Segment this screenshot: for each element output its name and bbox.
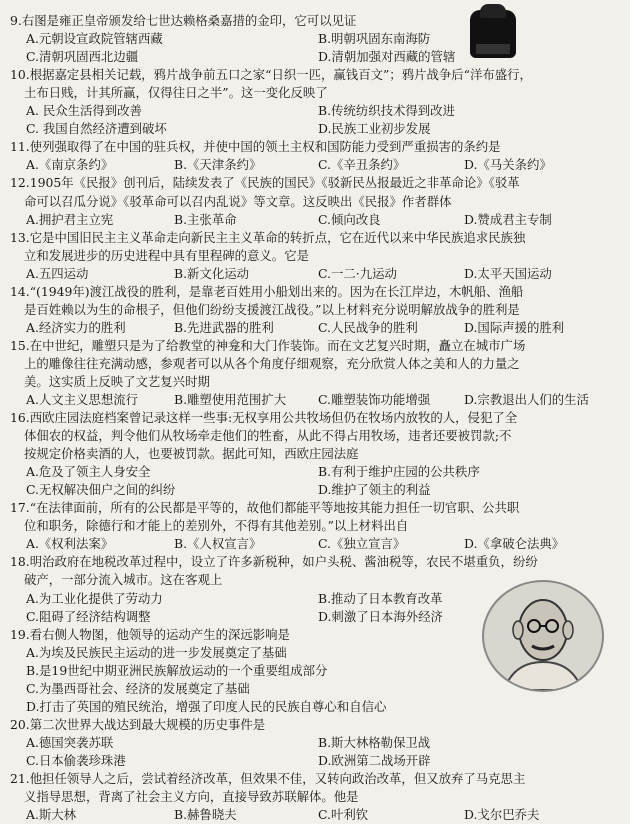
q10-option-c[interactable]: C. 我国自然经济遭到破坏 (26, 121, 167, 137)
q18-option-c[interactable]: C.阻碍了经济结构调整 (26, 608, 151, 624)
q11-stem: 11.使列强取得了在中国的驻兵权，并使中国的领土主权和国防能力受到严重损害的条约是 (10, 139, 501, 155)
q15-option-c[interactable]: C.雕塑装饰功能增强 (318, 392, 431, 407)
q16-option-a[interactable]: A.危及了领主人身安全 (26, 464, 151, 480)
q13-stem-line2: 立和发展进步的历史进程中具有里程碑的意义。它是 (24, 247, 309, 263)
q10-option-b[interactable]: B.传统纺织技术得到改进 (318, 103, 455, 119)
q16-option-c[interactable]: C.无权解决佃户之间的纠纷 (26, 482, 176, 498)
q19-option-c[interactable]: C.为墨西哥社会、经济的发展奠定了基础 (26, 680, 250, 696)
q9-option-a[interactable]: A.元朝设宣政院管辖西藏 (26, 31, 163, 46)
q16-options-row1 (26, 463, 616, 481)
q12-stem-line2: 命可以召瓜分说》《驳革命可以召内乱说》等文章。这反映出《民报》作者群体 (24, 193, 452, 209)
q11-option-a[interactable]: A.《南京条约》 (26, 157, 114, 173)
q18-option-d[interactable]: D.刺激了日本海外经济 (318, 608, 443, 624)
q16-options-row2 (26, 481, 616, 499)
q20-option-d[interactable]: D.欧洲第二战场开辟 (318, 752, 431, 768)
q15-stem-line1: 15.在中世纪，雕塑只是为了给教堂的神龛和大门作装饰。而在文艺复兴时期，矗立在城市广场 (10, 337, 526, 353)
q17-options (26, 535, 616, 553)
q14-stem-line2: 是百姓赖以为生的命根子，但他们纷纷支援渡江战役。”以上材料充分说明解放战争的胜利是 (24, 301, 520, 317)
q15-stem-line3: 美。这实质上反映了文艺复兴时期 (24, 373, 210, 389)
q12-stem-line1: 12.1905年《民报》创刊后，陆续发表了《民族的国民》《驳新民丛报最近之非革命论》《驳革 (10, 175, 520, 191)
q11-option-c[interactable]: C.《辛丑条约》 (318, 157, 406, 173)
q21-options (26, 806, 616, 824)
q17-option-c[interactable]: C.《独立宣言》 (318, 536, 406, 552)
q20-options-row2 (26, 752, 616, 770)
q17-option-a[interactable]: A.《权利法案》 (26, 536, 114, 552)
q12-option-b[interactable]: B.主张革命 (174, 211, 237, 227)
gandhi-portrait-image (482, 580, 604, 692)
q11-option-d[interactable]: D.《马关条约》 (464, 157, 552, 173)
q10-option-d[interactable]: D.民族工业初步发展 (318, 121, 431, 137)
q14-option-b[interactable]: B.先进武器的胜利 (174, 319, 274, 335)
q9-options-row2 (26, 48, 616, 66)
q10-option-a[interactable]: A. 民众生活得到改善 (26, 103, 142, 119)
q19-option-b[interactable]: B.是19世纪中期亚洲民族解放运动的一个重要组成部分 (26, 662, 328, 678)
q17-stem-line2: 位和职务，除德行和才能上的差别外，不得有其他差别。”以上材料出自 (24, 518, 409, 534)
q17-option-b[interactable]: B.《人权宣言》 (174, 536, 262, 552)
q20-option-a[interactable]: A.德国突袭苏联 (26, 734, 114, 750)
q19-option-d[interactable]: D.打击了英国的殖民统治，增强了印度人民的民族自尊心和自信心 (26, 698, 387, 714)
q19-stem: 19.看右侧人物图，他领导的运动产生的深远影响是 (10, 626, 290, 642)
q16-option-d[interactable]: D.维护了领主的利益 (318, 482, 431, 498)
q9-stem: 9.右图是雍正皇帝颁发给七世达赖格桑嘉措的金印，它可以见证 (10, 13, 357, 28)
q18-stem-line2: 破产，一部分流入城市。这在客观上 (24, 572, 223, 588)
q20-options-row1 (26, 734, 616, 752)
q10-stem-line2: 土布日贱，计其所赢，仅得往日之半”。这一变化反映了 (24, 85, 328, 101)
q15-option-a[interactable]: A.人文主义思想流行 (26, 392, 139, 407)
q21-stem-line2: 义指导思想，背离了社会主义方向，直接导致苏联解体。他是 (24, 789, 359, 804)
q19-option-a-row (26, 644, 486, 662)
q20-stem: 20.第二次世界大战达到最大规模的历史事件是 (10, 716, 266, 732)
q14-stem-line1: 14.“(1949年)渡江战役的胜利，是靠老百姓用小船划出来的。因为在长江岸边，木帆船、渔船 (10, 283, 524, 299)
q12-option-c[interactable]: C.倾向改良 (318, 211, 381, 227)
q12-option-d[interactable]: D.赞成君主专制 (464, 211, 552, 227)
q15-options (26, 391, 616, 409)
q10-options-row1 (26, 102, 616, 120)
q14-option-a[interactable]: A.经济实力的胜利 (26, 319, 126, 335)
q21-option-a[interactable]: A.斯大林 (26, 807, 77, 822)
q10-options-row2 (26, 120, 616, 138)
q10-stem-line1: 10.根据嘉定县相关记载，鸦片战争前五口之家“日织一匹，赢钱百文”；鸦片战争后“洋布盛行， (10, 67, 532, 83)
q9-option-b[interactable]: B.明朝巩固东南海防 (318, 31, 431, 46)
q20-option-b[interactable]: B.斯大林格勒保卫战 (318, 734, 431, 750)
q14-option-d[interactable]: D.国际声援的胜利 (464, 319, 565, 335)
q13-options (26, 265, 616, 283)
q19-option-a[interactable]: A.为埃及民族民主运动的进一步发展奠定了基础 (26, 644, 287, 660)
q21-option-c[interactable]: C.叶利钦 (318, 807, 369, 822)
q16-stem-line3: 按规定价格卖酒的人，也要被罚款。据此可知，西欧庄园法庭 (24, 446, 359, 462)
q17-stem-line1: 17.“在法律面前，所有的公民都是平等的，故他们都能平等地按其能力担任一切官职、公共职 (10, 500, 520, 516)
q21-option-b[interactable]: B.赫鲁晓夫 (174, 807, 237, 822)
q13-stem-line1: 13.它是中国旧民主主义革命走向新民主主义革命的转折点，它在近代以来中华民族追求民族独 (10, 229, 526, 245)
q20-option-c[interactable]: C.日本偷袭珍珠港 (26, 752, 126, 768)
q16-stem-line2: 体佃农的权益，判令他们从牧场牵走他们的牲畜，从此不得占用牧场，违者还要被罚款;不 (24, 428, 512, 443)
q13-option-c[interactable]: C.一二·九运动 (318, 265, 397, 281)
q14-option-c[interactable]: C.人民战争的胜利 (318, 319, 418, 335)
q15-stem-line2: 上的雕像往往充满动感，参观者可以从各个角度仔细观察，充分欣赏人体之美和人的力量之 (24, 355, 520, 371)
q9-options-row1 (26, 30, 616, 48)
q12-options (26, 211, 616, 229)
q17-option-d[interactable]: D.《拿破仑法典》 (464, 536, 565, 552)
q18-stem-line1: 18.明治政府在地税改革过程中，设立了许多新税种，如户头税、酱油税等，农民不堪重负，纷纷 (10, 554, 538, 570)
q11-options (26, 156, 616, 174)
q21-stem-line1: 21.他担任领导人之后，尝试着经济改革，但效果不佳，又转向政治改革，但又放弃了马克思主 (10, 770, 526, 786)
q9-option-d[interactable]: D.清朝加强对西藏的管辖 (318, 49, 456, 65)
q19-option-b-row (26, 662, 486, 680)
q15-option-b[interactable]: B.雕塑使用范围扩大 (174, 392, 287, 407)
q16-option-b[interactable]: B.有利于维护庄园的公共秩序 (318, 464, 480, 480)
q19-option-c-row (26, 680, 486, 698)
q13-option-a[interactable]: A.五四运动 (26, 265, 89, 281)
q18-option-a[interactable]: A.为工业化提供了劳动力 (26, 590, 163, 606)
q15-option-d[interactable]: D.宗教退出人们的生活 (464, 392, 589, 407)
q13-option-d[interactable]: D.太平天国运动 (464, 265, 552, 281)
q11-option-b[interactable]: B.《天津条约》 (174, 157, 262, 173)
q16-stem-line1: 16.西欧庄园法庭档案曾记录这样一些事:无权享用公共牧场但仍在牧场内放牧的人，侵犯了全 (10, 410, 518, 425)
q14-options (26, 319, 616, 337)
q19-option-d-row (26, 698, 616, 716)
q12-option-a[interactable]: A.拥护君主立宪 (26, 211, 114, 227)
q13-option-b[interactable]: B.新文化运动 (174, 265, 249, 281)
q21-option-d[interactable]: D.戈尔巴乔夫 (464, 807, 540, 822)
q9-option-c[interactable]: C.清朝巩固西北边疆 (26, 49, 139, 65)
q18-option-b[interactable]: B.推动了日本教育改革 (318, 590, 443, 606)
